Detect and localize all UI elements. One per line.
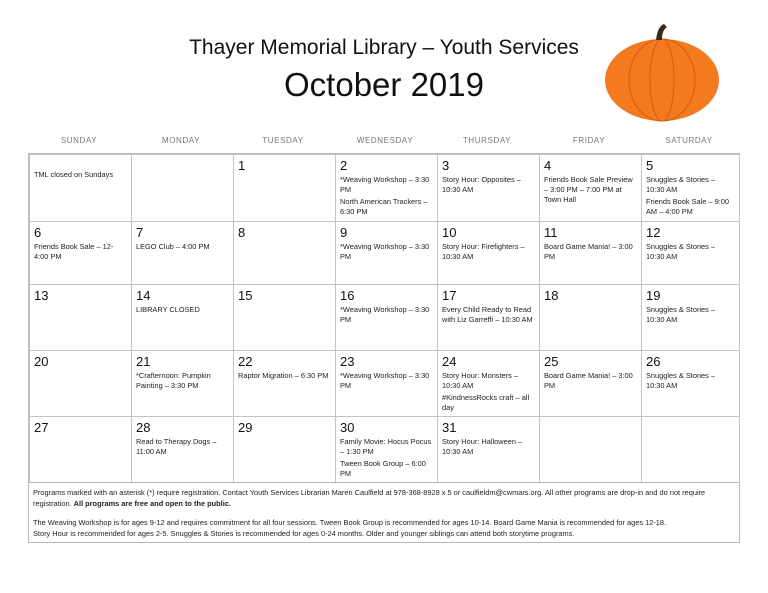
day-number: 12 — [646, 225, 661, 240]
day-number: 18 — [544, 288, 559, 303]
day-cell-empty — [540, 417, 642, 483]
age-recommendations-line-1: The Weaving Workshop is for ages 9-12 and requires commitment for all four sessions. Tween Book Group is recommended for ages 10-14. Board Game Mania is recommended for ages 12-18. — [33, 518, 667, 527]
day-cell-8 — [234, 222, 336, 285]
day-number: 1 — [238, 158, 246, 173]
free-public-note: All programs are free and open to the public. — [73, 499, 231, 508]
day-number: 3 — [442, 158, 450, 173]
calendar-table — [29, 154, 740, 483]
calendar-header — [0, 0, 768, 130]
calendar-event: LEGO Club – 4:00 PM — [136, 242, 210, 251]
calendar-event: Snuggles & Stories – 10:30 AM — [646, 242, 716, 261]
weekday-friday: FRIDAY — [572, 136, 606, 145]
calendar-event: TML closed on Sundays — [34, 170, 114, 179]
calendar-event: Friends Book Sale Preview – 3:00 PM – 7:00 PM at Town Hall — [544, 175, 633, 204]
weekday-monday: MONDAY — [161, 136, 201, 145]
day-cell-18 — [540, 285, 642, 351]
calendar-event: Board Game Mania! – 3:00 PM — [544, 242, 633, 261]
calendar-event: *Weaving Workshop – 3:30 PM — [340, 305, 430, 324]
day-number: 25 — [544, 354, 559, 369]
day-cell-27 — [30, 417, 132, 483]
calendar-event: Snuggles & Stories – 10:30 AM — [646, 371, 716, 390]
week-row — [30, 155, 740, 222]
calendar-event: Friends Book Sale – 9:00 AM – 4:00 PM — [646, 197, 729, 216]
calendar-event: Story Hour: Opposites – 10:30 AM — [442, 175, 521, 194]
calendar-event: *Crafternoon: Pumpkin Painting – 3:30 PM — [136, 371, 211, 390]
calendar-event: Tween Book Group – 6:00 PM — [340, 459, 426, 478]
day-cell-10 — [438, 222, 540, 285]
day-cell-12 — [642, 222, 740, 285]
day-cell-9 — [336, 222, 438, 285]
calendar-event: Read to Therapy Dogs – 11:00 AM — [136, 437, 217, 456]
day-number: 6 — [34, 225, 42, 240]
day-cell-25 — [540, 351, 642, 417]
day-cell-30 — [336, 417, 438, 483]
day-cell-empty — [30, 155, 132, 222]
pumpkin-icon — [602, 22, 722, 122]
day-cell-16 — [336, 285, 438, 351]
day-cell-15 — [234, 285, 336, 351]
day-number: 20 — [34, 354, 49, 369]
day-number: 21 — [136, 354, 151, 369]
day-number: 8 — [238, 225, 246, 240]
day-cell-22 — [234, 351, 336, 417]
week-row — [30, 417, 740, 483]
day-cell-13 — [30, 285, 132, 351]
day-number: 30 — [340, 420, 355, 435]
day-cell-3 — [438, 155, 540, 222]
calendar-event: Friends Book Sale – 12-4:00 PM — [34, 242, 114, 261]
day-number: 22 — [238, 354, 253, 369]
day-number: 23 — [340, 354, 355, 369]
week-row — [30, 285, 740, 351]
weekday-header-row — [28, 136, 740, 152]
calendar-event: #KindnessRocks craft – all day — [442, 393, 530, 412]
day-cell-empty — [132, 155, 234, 222]
calendar-event: *Weaving Workshop – 3:30 PM — [340, 242, 430, 261]
day-cell-empty — [642, 417, 740, 483]
day-number: 27 — [34, 420, 49, 435]
calendar-event: Story Hour: Firefighters – 10:30 AM — [442, 242, 525, 261]
calendar-event: Every Child Ready to Read with Liz Garreffi – 10:30 AM — [442, 305, 533, 324]
weekday-wednesday: WEDNESDAY — [356, 136, 414, 145]
day-cell-19 — [642, 285, 740, 351]
day-cell-5 — [642, 155, 740, 222]
registration-note: Programs marked with an asterisk (*) require registration. Contact Youth Services Librarian Maren Caulfield at 978-368-8928 x 5 or caulfieldm@cwmars.org. All other programs are drop-in and do not require registration. All programs are free and open to the public. — [33, 488, 706, 508]
day-number: 2 — [340, 158, 348, 173]
day-number: 4 — [544, 158, 552, 173]
day-number: 28 — [136, 420, 151, 435]
day-number: 16 — [340, 288, 355, 303]
calendar-event: Snuggles & Stories – 10:30 AM — [646, 175, 716, 194]
week-row — [30, 351, 740, 417]
day-cell-20 — [30, 351, 132, 417]
day-cell-4 — [540, 155, 642, 222]
month-title: October 2019 — [284, 66, 484, 103]
day-cell-6 — [30, 222, 132, 285]
day-cell-21 — [132, 351, 234, 417]
day-cell-7 — [132, 222, 234, 285]
week-row — [30, 222, 740, 285]
day-cell-11 — [540, 222, 642, 285]
calendar-event: LIBRARY CLOSED — [136, 305, 200, 314]
day-number: 31 — [442, 420, 457, 435]
day-number: 7 — [136, 225, 144, 240]
day-cell-14 — [132, 285, 234, 351]
calendar-event: Snuggles & Stories – 10:30 AM — [646, 305, 716, 324]
day-cell-26 — [642, 351, 740, 417]
day-cell-31 — [438, 417, 540, 483]
day-cell-28 — [132, 417, 234, 483]
day-cell-17 — [438, 285, 540, 351]
day-number: 5 — [646, 158, 654, 173]
day-number: 9 — [340, 225, 348, 240]
day-number: 11 — [544, 225, 558, 240]
calendar-event: Raptor Migration – 6:30 PM — [238, 371, 329, 380]
library-title: Thayer Memorial Library – Youth Services — [189, 36, 579, 59]
weekday-tuesday: TUESDAY — [262, 136, 304, 145]
calendar-event: Story Hour: Halloween – 10:30 AM — [442, 437, 523, 456]
age-recommendations-line-2: Story Hour is recommended for ages 2-5. Snuggles & Stories is recommended for ages 0-24 months. Older and younger siblings can attend both storytime programs. — [33, 529, 575, 538]
day-number: 13 — [34, 288, 49, 303]
calendar-event: Board Game Mania! – 3:00 PM — [544, 371, 633, 390]
calendar-event: Story Hour: Monsters – 10:30 AM — [442, 371, 518, 390]
day-cell-23 — [336, 351, 438, 417]
weekday-thursday: THURSDAY — [462, 136, 512, 145]
weekday-sunday: SUNDAY — [60, 136, 98, 145]
day-number: 10 — [442, 225, 457, 240]
calendar-event: *Weaving Workshop – 3:30 PM — [340, 371, 430, 390]
day-number: 29 — [238, 420, 253, 435]
day-cell-2 — [336, 155, 438, 222]
day-number: 26 — [646, 354, 661, 369]
calendar-event: North American Trackers – 6:30 PM — [340, 197, 428, 216]
day-number: 17 — [442, 288, 457, 303]
weekday-saturday: SATURDAY — [665, 136, 713, 145]
day-number: 15 — [238, 288, 253, 303]
day-number: 14 — [136, 288, 151, 303]
day-number: 19 — [646, 288, 661, 303]
calendar-event: *Weaving Workshop – 3:30 PM — [340, 175, 430, 194]
day-cell-29 — [234, 417, 336, 483]
calendar-event: Family Movie: Hocus Pocus – 1:30 PM — [340, 437, 432, 456]
day-number: 24 — [442, 354, 457, 369]
calendar-notes — [28, 482, 740, 543]
day-cell-1 — [234, 155, 336, 222]
day-cell-24 — [438, 351, 540, 417]
